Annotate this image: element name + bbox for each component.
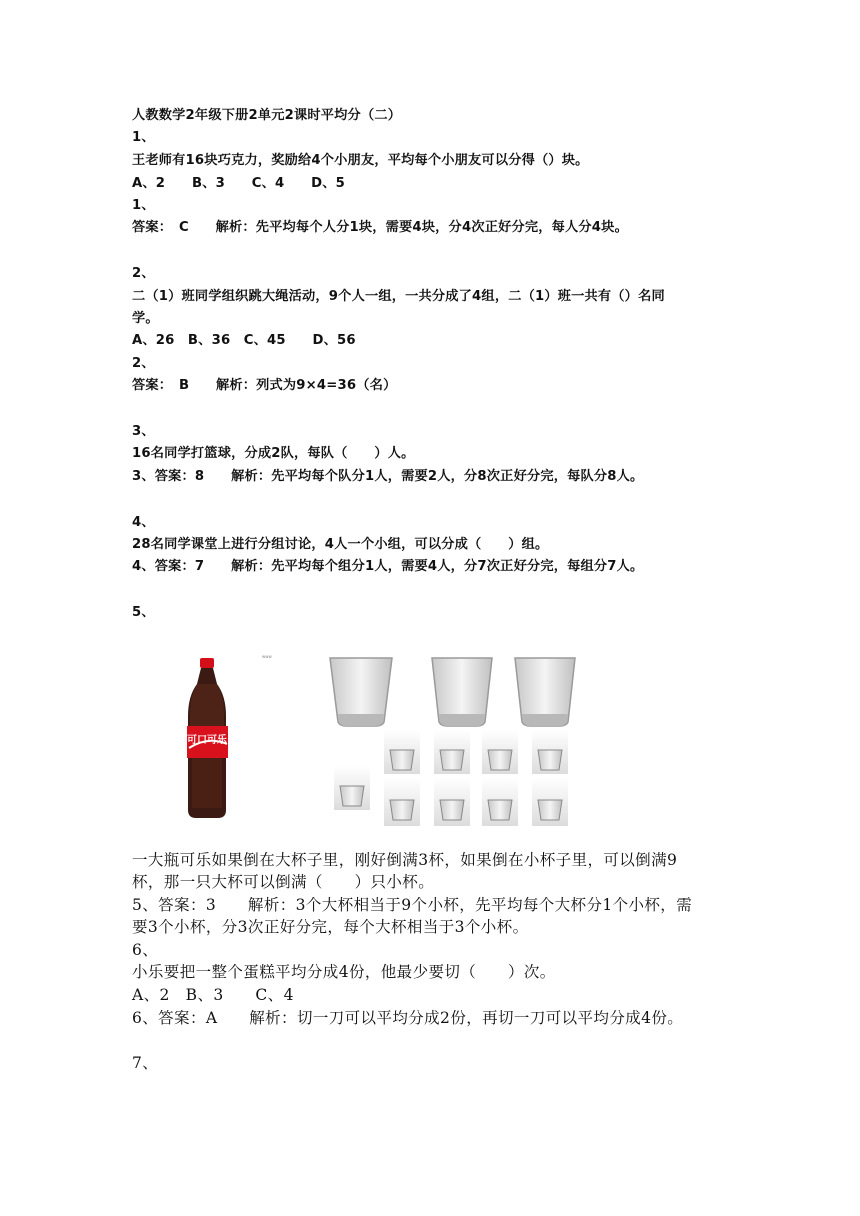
answer-5-text-line1: 5、答案：3 解析：3个大杯相当于9个小杯，先平均每个大杯分1个小杯，需: [132, 896, 693, 914]
question-6-number: 6、: [132, 941, 159, 959]
question-6-options: A、2 B、3 C、4: [132, 986, 294, 1004]
question-2-text-line2: 学。: [132, 311, 159, 326]
question-3-text: 16名同学打篮球，分成2队，每队（ ）人。: [132, 446, 415, 461]
answer-1-text: 答案： C 解析：先平均每个人分1块，需要4块，分4次正好分完，每人分4块。: [132, 220, 628, 235]
answer-3-text: 3、答案：8 解析：先平均每个队分1人，需要2人，分8次正好分完，每队分8人。: [132, 469, 644, 484]
question-6-text: 小乐要把一整个蛋糕平均分成4份，他最少要切（ ）次。: [132, 963, 556, 981]
svg-text:www: www: [262, 654, 272, 659]
document-title: 人教数学2年级下册2单元2课时平均分（二）: [132, 108, 402, 123]
question-5-text-line1: 一大瓶可乐如果倒在大杯子里，刚好倒满3杯，如果倒在小杯子里，可以倒满9: [132, 851, 678, 869]
small-cups-row-2: [334, 766, 568, 826]
question-2-text-line1: 二（1）班同学组织跳大绳活动，9个人一组，一共分成了4组，二（1）班一共有（）名同: [132, 289, 665, 304]
answer-5-text-line2: 要3个小杯，分3次正好分完，每个大杯相当于3个小杯。: [132, 918, 529, 936]
big-cup-2-image: [432, 658, 492, 726]
cola-bottle-image: [187, 658, 228, 818]
cola-label: 可口可乐: [187, 735, 227, 746]
question-3-number: 3、: [132, 424, 155, 439]
question-1-text: 王老师有16块巧克力，奖励给4个小朋友，平均每个小朋友可以分得（）块。: [132, 153, 589, 168]
question-5-text-line2: 杯，那一只大杯可以倒满（ ）只小杯。: [132, 873, 435, 891]
answer-6-text: 6、答案：A 解析：切一刀可以平均分成2份，再切一刀可以平均分成4份。: [132, 1009, 684, 1027]
big-cup-1-image: [330, 658, 392, 726]
question-1-options: A、2 B、3 C、4 D、5: [132, 176, 346, 191]
answer-4-text: 4、答案：7 解析：先平均每个组分1人，需要4人，分7次正好分完，每组分7人。: [132, 559, 644, 574]
question-4-number: 4、: [132, 515, 155, 530]
question-4-text: 28名同学课堂上进行分组讨论，4人一个小组，可以分成（ ）组。: [132, 537, 549, 552]
question-5-number: 5、: [132, 605, 155, 620]
question-1-number: 1、: [132, 130, 155, 145]
big-cup-3-image: [515, 658, 575, 726]
answer-1-number: 1、: [132, 198, 155, 213]
small-cups-row-1: [384, 730, 568, 774]
answer-2-text: 答案： B 解析：列式为9×4=36（名）: [132, 378, 397, 393]
question-7-number: 7、: [132, 1054, 159, 1072]
question-2-options: A、26 B、36 C、45 D、56: [132, 333, 356, 348]
answer-2-number: 2、: [132, 356, 155, 371]
question-2-number: 2、: [132, 266, 155, 281]
bottle-and-cups-figure: [170, 640, 590, 836]
